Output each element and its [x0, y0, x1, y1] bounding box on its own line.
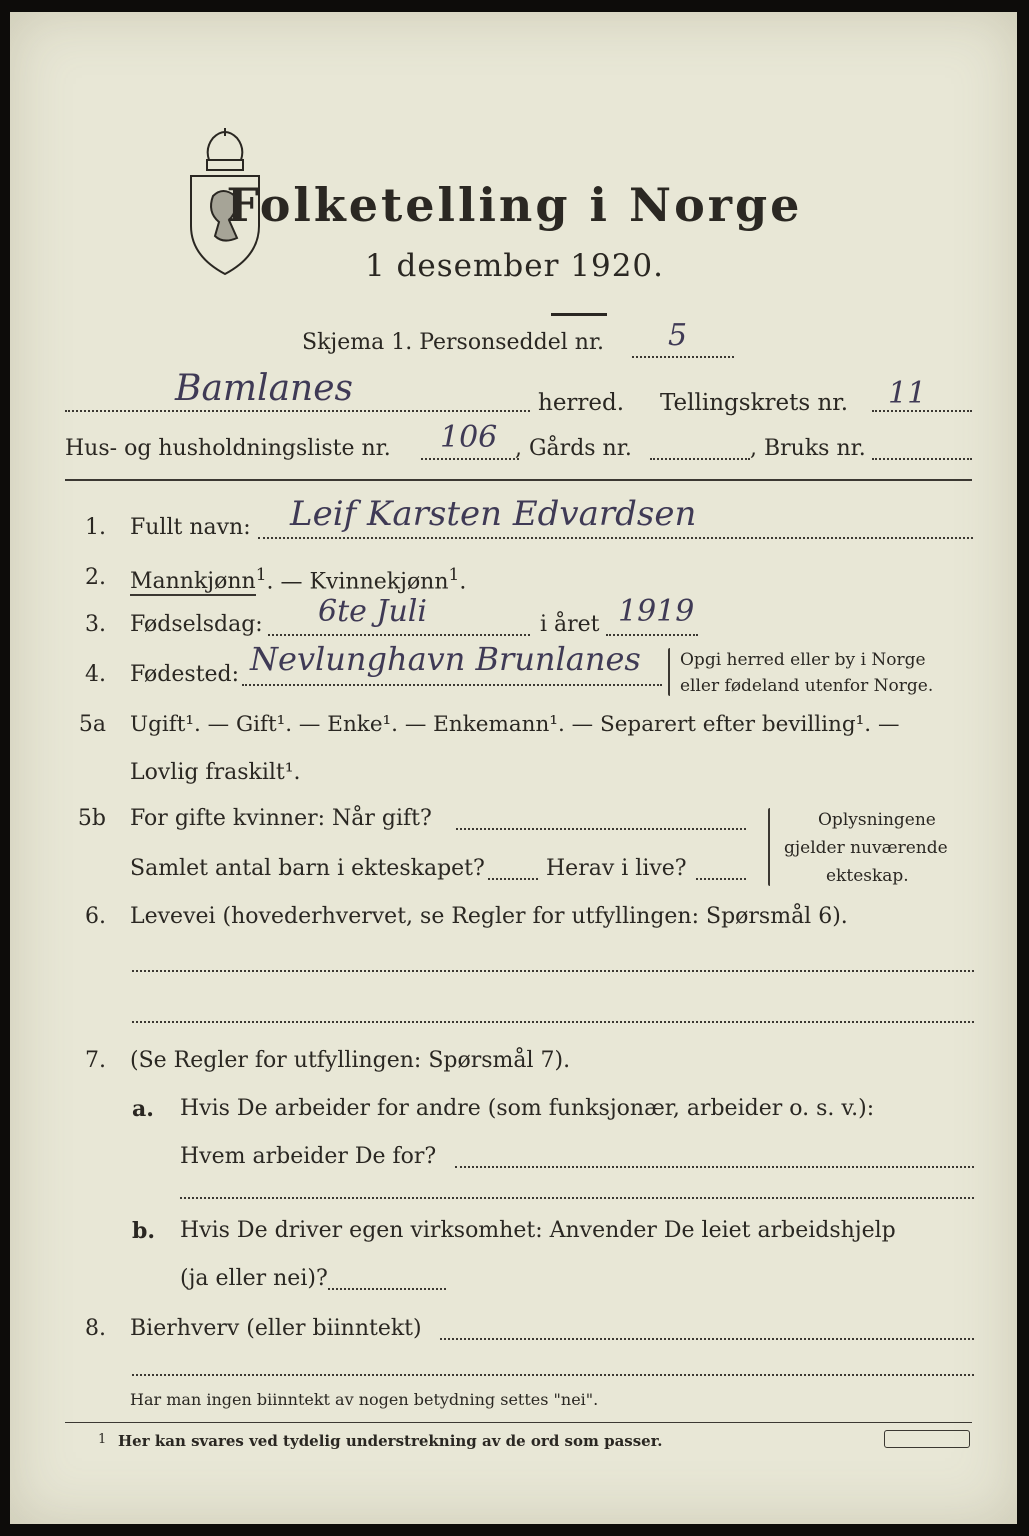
personseddel-number[interactable]: 5	[668, 318, 688, 353]
q8-label: Bierhverv (eller biinntekt)	[130, 1316, 422, 1341]
q6-field-line-2[interactable]	[132, 1021, 974, 1023]
tellingskrets-label: Tellingskrets nr.	[660, 390, 849, 416]
q7a-employer-field-line[interactable]	[455, 1166, 974, 1168]
q2-number: 2.	[85, 565, 106, 590]
q7b-label: Hvis De driver egen virksomhet: Anvender De leiet arbeidshjelp	[180, 1218, 896, 1243]
q5b-note-line3: ekteskap.	[826, 866, 909, 886]
q4-number: 4.	[85, 662, 106, 687]
herred-value[interactable]: Bamlanes	[175, 368, 353, 409]
q5b-brace	[768, 808, 770, 886]
form-date: 1 desember 1920.	[364, 248, 665, 284]
q5b-when-married-label: For gifte kvinner: Når gift?	[130, 806, 432, 831]
q7a-employer-label: Hvem arbeider De for?	[180, 1144, 437, 1169]
q1-label: Fullt navn:	[130, 515, 251, 540]
husholdningsliste-field-line	[421, 458, 519, 460]
gards-label: , Gårds nr.	[515, 436, 632, 461]
q3-birth-year[interactable]: 1919	[618, 594, 695, 629]
footnote-text: Her kan svares ved tydelig understrekning av de ord som passer.	[118, 1432, 663, 1450]
q6-label: Levevei (hovederhvervet, se Regler for utfyllingen: Spørsmål 6).	[130, 904, 848, 929]
herred-label: herred.	[538, 390, 625, 416]
q8-number: 8.	[85, 1316, 106, 1341]
q3-label: Fødselsdag:	[130, 612, 263, 637]
q8-field-line-2[interactable]	[132, 1374, 974, 1376]
printer-stamp	[884, 1430, 970, 1448]
herred-field-line	[65, 410, 530, 412]
q5b-alive-field-line	[696, 878, 746, 880]
q7b-yes-no-field-line[interactable]	[328, 1288, 446, 1290]
q7b-letter: b.	[132, 1218, 156, 1244]
q7a-letter: a.	[132, 1096, 154, 1122]
q5b-when-married-field-line	[456, 828, 746, 830]
gards-field-line	[650, 458, 750, 460]
q5a-options-line2[interactable]: Lovlig fraskilt¹.	[130, 760, 301, 785]
q4-birthplace[interactable]: Nevlunghavn Brunlanes	[250, 640, 641, 678]
form-title: Folketelling i Norge	[226, 178, 803, 232]
q5b-number: 5b	[77, 806, 106, 831]
footnote-mark: 1	[98, 1432, 107, 1447]
q3-year-field-line	[606, 634, 698, 636]
q4-brace	[668, 648, 670, 696]
q5b-alive-label: Herav i live?	[546, 856, 687, 881]
q5b-note-line1: Oplysningene	[818, 810, 936, 830]
bruks-field-line	[872, 458, 972, 460]
q2-male-option[interactable]: Mannkjønn	[130, 569, 256, 595]
q2-end: .	[459, 569, 467, 595]
q2-separator: . —	[266, 569, 310, 595]
q3-date-field-line	[268, 634, 530, 636]
q7a-label: Hvis De arbeider for andre (som funksjonær, arbeider o. s. v.):	[180, 1096, 875, 1121]
q3-birth-date[interactable]: 6te Juli	[318, 594, 427, 629]
skjema-label: Skjema 1. Personseddel nr.	[302, 330, 605, 355]
q5a-number: 5a	[78, 712, 106, 737]
q4-label: Fødested:	[130, 662, 240, 687]
biinntekt-note: Har man ingen biinntekt av nogen betydning settes "nei".	[130, 1390, 599, 1409]
title-divider	[551, 313, 607, 316]
q1-full-name[interactable]: Leif Karsten Edvardsen	[290, 494, 697, 534]
q2-female-option[interactable]: Kvinnekjønn	[309, 569, 449, 595]
q7a-employer-field-line-2[interactable]	[180, 1197, 974, 1199]
q5b-children-field-line	[488, 878, 538, 880]
q2-male-footnote-mark: 1	[255, 565, 267, 585]
q1-field-line	[258, 537, 973, 539]
q8-field-line[interactable]	[440, 1338, 974, 1340]
husholdningsliste-value[interactable]: 106	[440, 420, 498, 455]
personseddel-field-line	[632, 356, 734, 358]
q1-number: 1.	[85, 515, 106, 540]
header-separator	[65, 479, 972, 481]
q3-number: 3.	[85, 612, 106, 637]
q2-gender	[130, 565, 466, 594]
q2-female-footnote-mark: 1	[448, 565, 460, 585]
q5a-options[interactable]: Ugift¹. — Gift¹. — Enke¹. — Enkemann¹. — Separert efter bevilling¹. —	[130, 712, 900, 737]
husholdningsliste-label: Hus- og husholdningsliste nr.	[65, 436, 391, 461]
q7-label: (Se Regler for utfyllingen: Spørsmål 7).	[130, 1048, 571, 1073]
q6-number: 6.	[85, 904, 106, 929]
q4-note-line2: eller fødeland utenfor Norge.	[680, 676, 934, 696]
q4-field-line	[242, 684, 662, 686]
q6-field-line-1[interactable]	[132, 970, 974, 972]
q7b-yes-no-label: (ja eller nei)?	[180, 1266, 328, 1291]
bruks-label: , Bruks nr.	[750, 436, 866, 461]
q5b-children-label: Samlet antal barn i ekteskapet?	[130, 856, 485, 881]
tellingskrets-value[interactable]: 11	[888, 376, 927, 411]
q3-year-label: i året	[540, 612, 600, 637]
q7-number: 7.	[85, 1048, 106, 1073]
footer-separator	[65, 1422, 972, 1423]
q4-note-line1: Opgi herred eller by i Norge	[680, 650, 926, 670]
q5b-note-line2: gjelder nuværende	[784, 838, 948, 858]
